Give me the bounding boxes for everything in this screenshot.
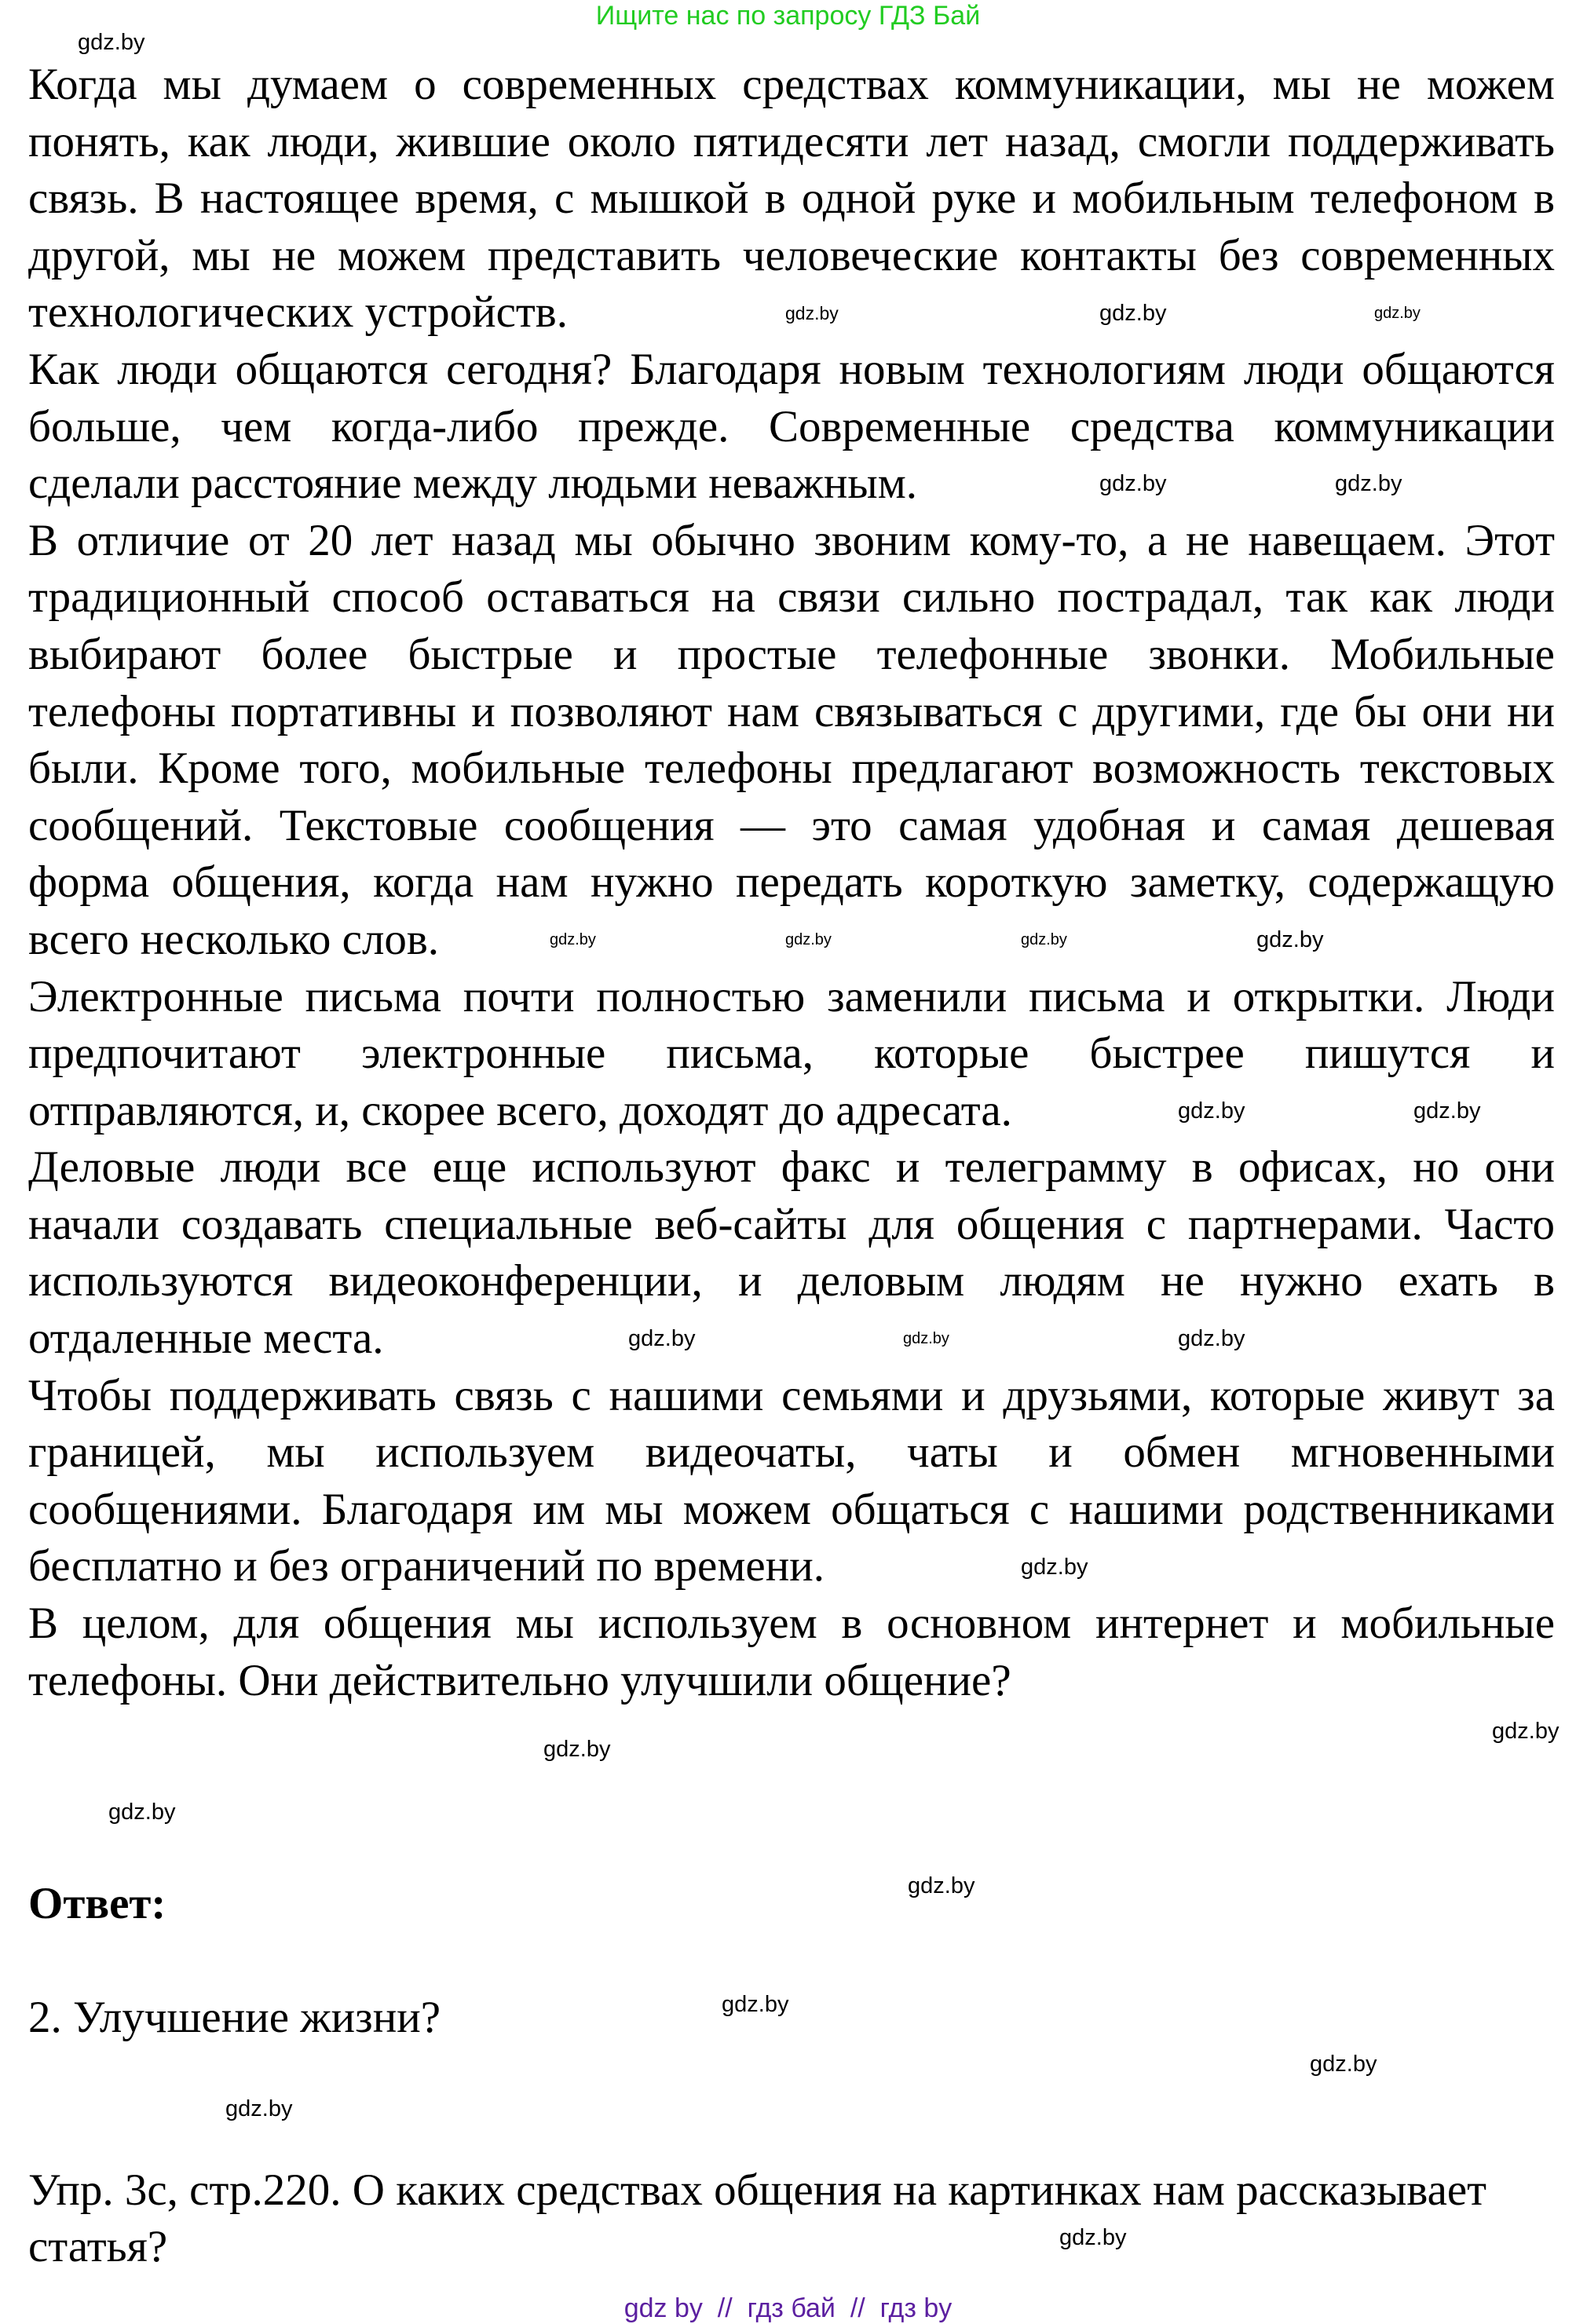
text-line: форма общения, когда нам нужно передать короткую заметку, содержащую	[28, 857, 1555, 908]
paragraph	[28, 1368, 1555, 1595]
text-line: Чтобы поддерживать связь с нашими семьями и друзьями, которые живут за	[28, 1370, 1555, 1420]
text-line: всего несколько слов.	[28, 914, 440, 964]
watermark: gdz.by	[1374, 305, 1421, 322]
watermark: gdz.by	[1099, 471, 1167, 496]
footer-links[interactable]: gdz by // гдз бай // гдз by	[623, 2293, 953, 2323]
paragraph	[28, 969, 1555, 1140]
text-line: связь. В настоящее время, с мышкой в одной руке и мобильным телефоном в	[28, 174, 1555, 224]
watermark: gdz.by	[1413, 1098, 1481, 1124]
text-line: выбирают более быстрые и простые телефонные звонки. Мобильные	[28, 629, 1555, 679]
text-line: традиционный способ оставаться на связи сильно пострадал, так как люди	[28, 572, 1555, 623]
answer-item: 2. Улучшение жизни?	[28, 1993, 441, 2042]
watermark: gdz.by	[550, 931, 596, 948]
watermark: gdz.by	[1256, 927, 1324, 952]
text-line: сделали расстояние между людьми неважным.	[28, 459, 918, 509]
exercise-line-2: статья?	[28, 2222, 168, 2271]
text-line: Деловые люди все еще используют факс и телеграмму в офисах, но они	[28, 1142, 1555, 1193]
text-line: сообщений. Текстовые сообщения — это самая удобная и самая дешевая	[28, 800, 1555, 850]
watermark: gdz.by	[1335, 471, 1402, 496]
watermark: gdz.by	[628, 1326, 696, 1351]
watermark: gdz.by	[1178, 1098, 1245, 1124]
text-line: бесплатно и без ограничений по времени.	[28, 1541, 825, 1591]
watermark: gdz.by	[1099, 301, 1167, 326]
paragraph	[28, 513, 1555, 969]
watermark: gdz.by	[1059, 2225, 1127, 2250]
text-line: начали создавать специальные веб-сайты для общения с партнерами. Часто	[28, 1199, 1555, 1249]
text-line: были. Кроме того, мобильные телефоны предлагают возможность текстовых	[28, 744, 1555, 794]
text-line: отправляются, и, скорее всего, доходят до адресата.	[28, 1085, 1012, 1135]
text-line: телефоны. Они действительно улучшили общение?	[28, 1655, 1011, 1705]
text-line: используются видеоконференции, и деловым людям не нужно ехать в	[28, 1256, 1555, 1306]
text-line: В отличие от 20 лет назад мы обычно звоним кому-то, а не навещаем. Этот	[28, 515, 1555, 565]
watermark: gdz.by	[1492, 1719, 1560, 1744]
watermark: gdz.by	[1178, 1326, 1245, 1351]
text-line: В целом, для общения мы используем в основном интернет и мобильные	[28, 1599, 1555, 1649]
text-line: телефоны портативны и позволяют нам связываться с другими, где бы они ни	[28, 686, 1555, 736]
watermark: gdz.by	[785, 931, 832, 948]
watermark: gdz.by	[108, 1800, 176, 1825]
paragraph	[28, 1139, 1555, 1367]
text-line: Когда мы думаем о современных средствах коммуникации, мы не можем	[28, 60, 1555, 109]
watermark: gdz.by	[1021, 1555, 1088, 1580]
paragraph	[28, 342, 1555, 513]
watermark: gdz.by	[722, 1992, 789, 2017]
text-line: Электронные письма почти полностью заменили письма и открытки. Люди	[28, 971, 1555, 1021]
watermark: gdz.by	[785, 303, 839, 323]
text-line: сообщениями. Благодаря им мы можем общаться с нашими родственниками	[28, 1484, 1555, 1534]
watermark: gdz.by	[908, 1873, 975, 1898]
paragraph	[28, 1595, 1555, 1709]
watermark: gdz.by	[543, 1737, 611, 1762]
watermark: gdz.by	[78, 30, 145, 55]
watermark: gdz.by	[1310, 2052, 1377, 2077]
exercise-line-1: Упр. 3с, стр.220. О каких средствах общения на картинках нам рассказывает	[28, 2165, 1487, 2215]
search-hint-banner: Ищите нас по запросу ГДЗ Бай	[595, 1, 981, 31]
text-line: другой, мы не можем представить человеческие контакты без современных	[28, 230, 1555, 280]
text-line: больше, чем когда-либо прежде. Современные средства коммуникации	[28, 401, 1555, 451]
answer-label: Ответ:	[28, 1879, 166, 1928]
watermark: gdz.by	[903, 1330, 949, 1347]
paragraph	[28, 57, 1555, 342]
text-line: технологических устройств.	[28, 287, 568, 338]
text-line: Как люди общаются сегодня? Благодаря новым технологиям люди общаются	[28, 344, 1555, 394]
watermark: gdz.by	[225, 2096, 293, 2121]
text-line: границей, мы используем видеочаты, чаты и обмен мгновенными	[28, 1427, 1555, 1478]
text-line: понять, как люди, жившие около пятидесяти лет назад, смогли поддерживать	[28, 116, 1555, 166]
text-line: отдаленные места.	[28, 1314, 384, 1364]
watermark: gdz.by	[1021, 931, 1067, 948]
text-line: предпочитают электронные письма, которые быстрее пишутся и	[28, 1029, 1555, 1079]
